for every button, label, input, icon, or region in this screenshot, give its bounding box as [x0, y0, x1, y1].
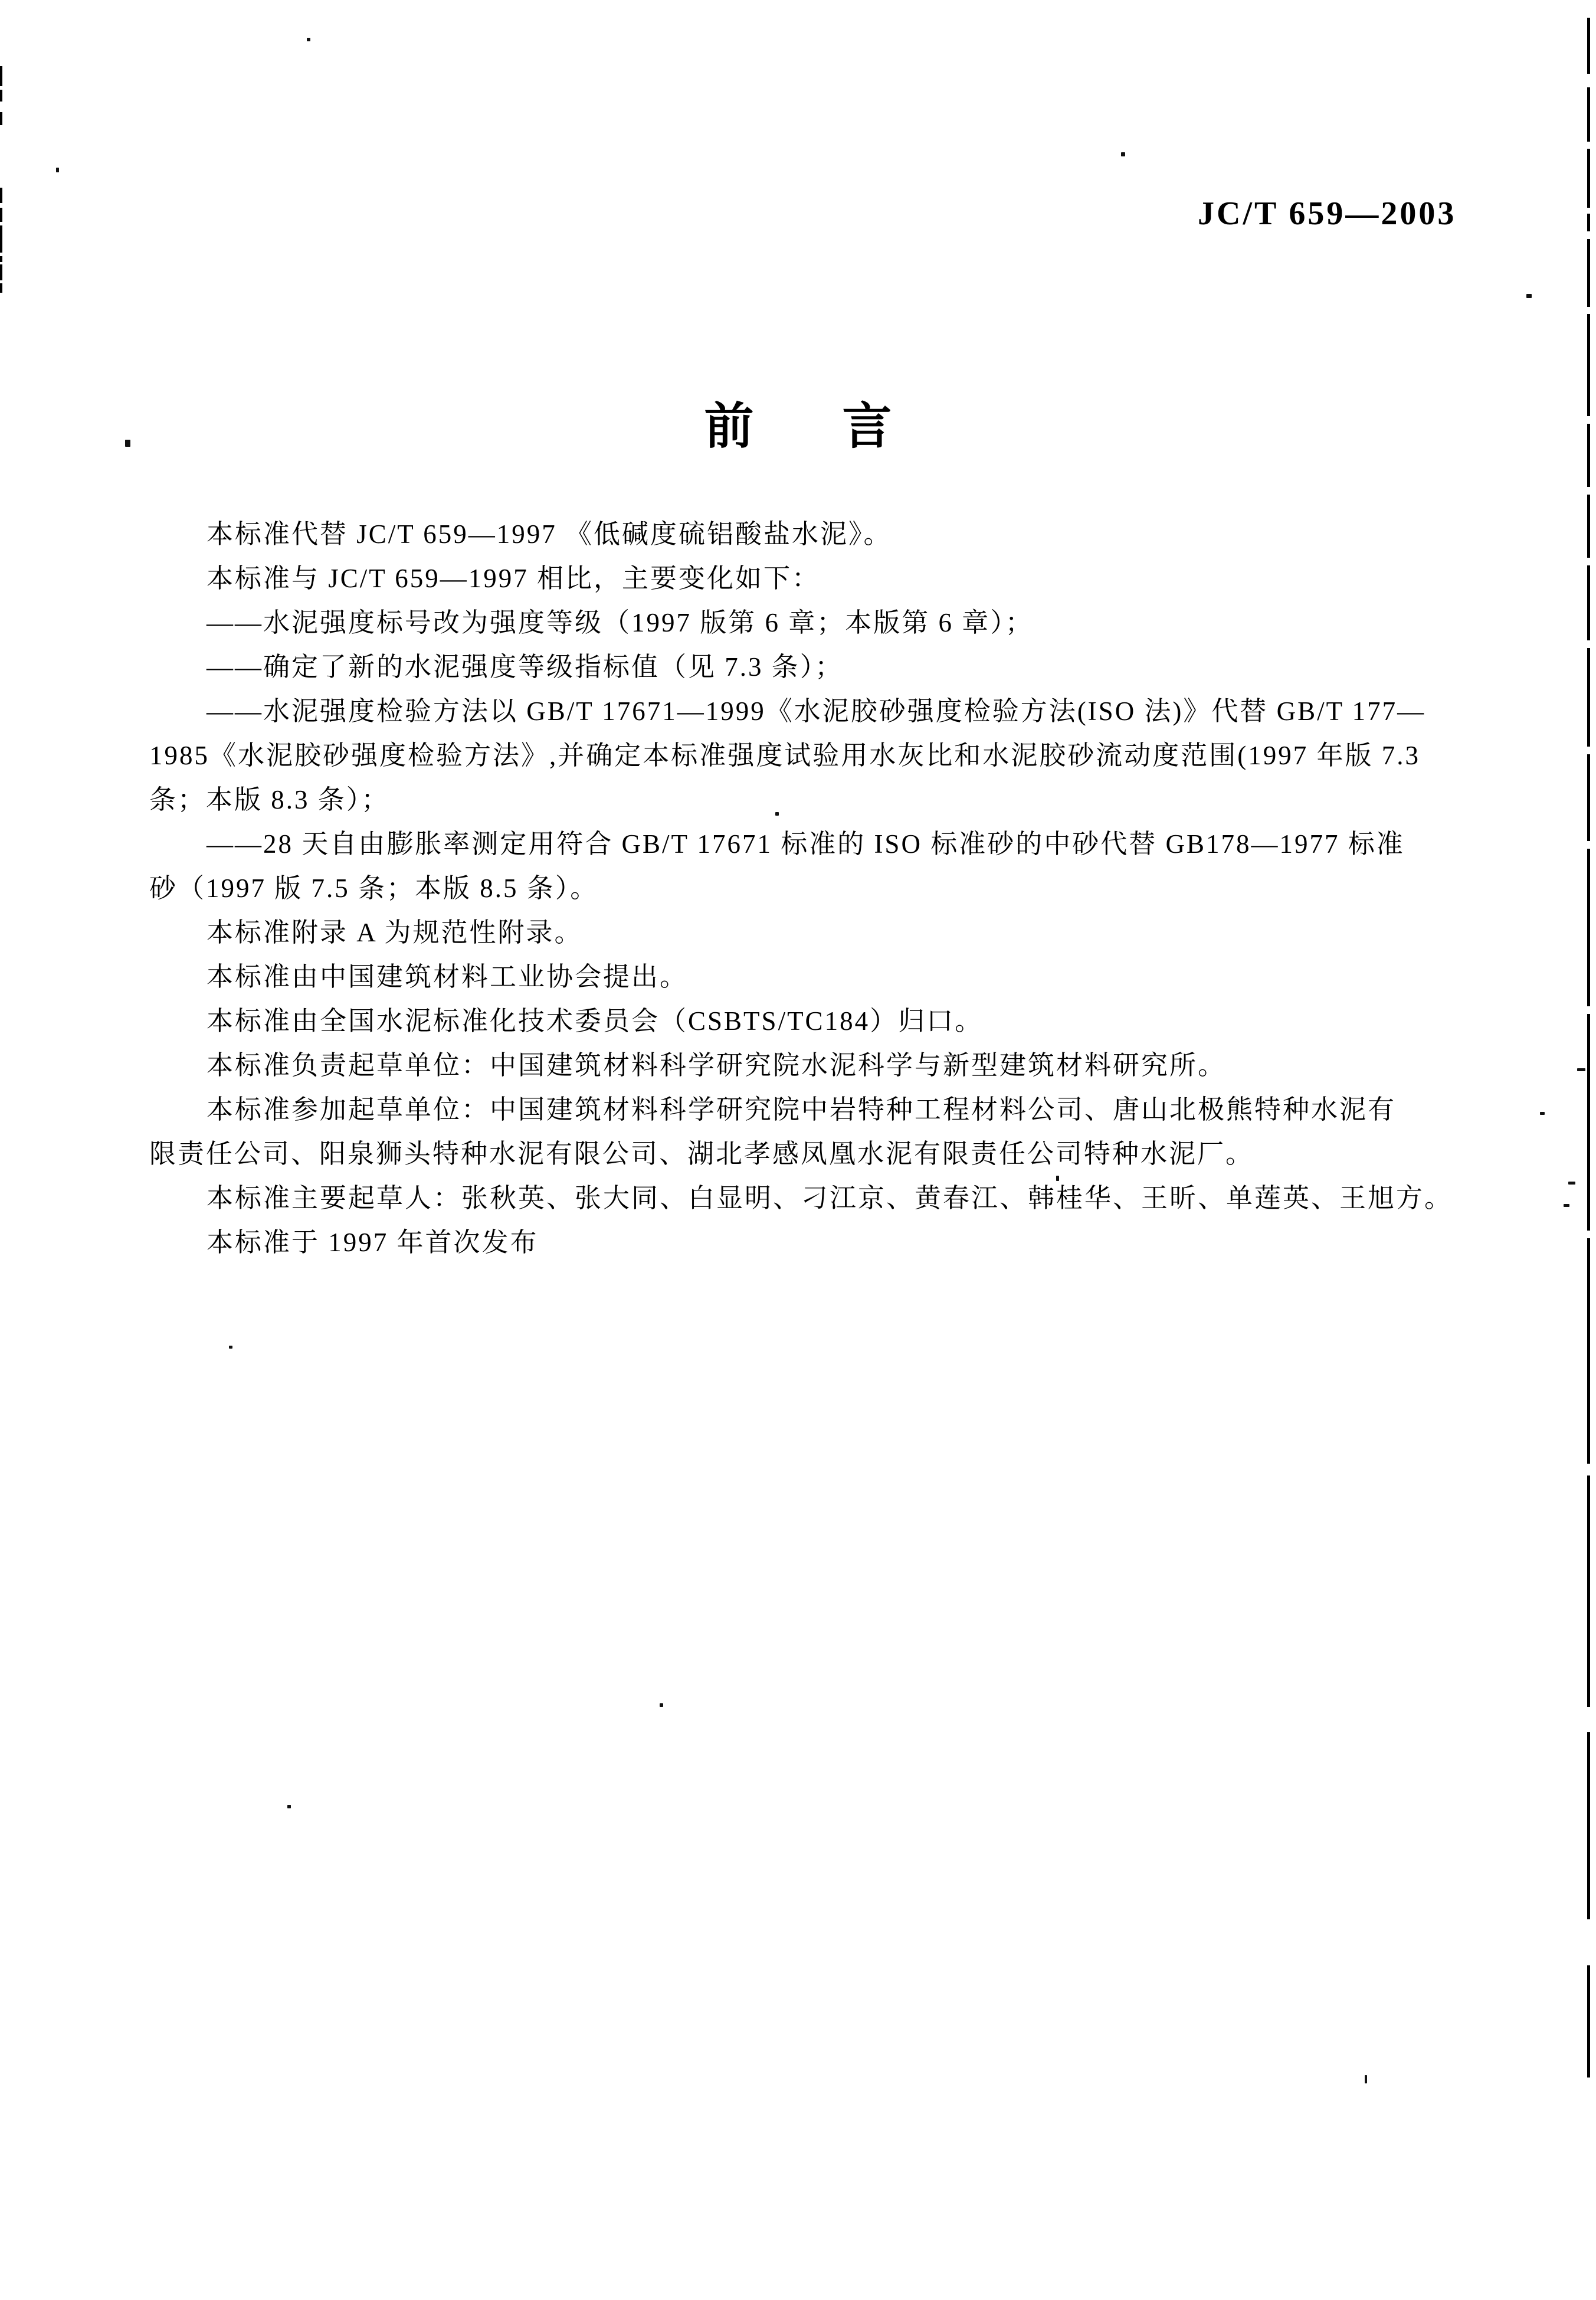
- scan-line-right-edge: [1587, 149, 1590, 208]
- foreword-line: ——28 天自由膨胀率测定用符合 GB/T 17671 标准的 ISO 标准砂的中砂代替 GB178—1977 标准: [207, 829, 1405, 859]
- scan-speck: [229, 1346, 232, 1349]
- scan-speck: [287, 1805, 291, 1808]
- scan-speck: [125, 440, 130, 447]
- foreword-line: 本标准负责起草单位：中国建筑材料科学研究院水泥科学与新型建筑材料研究所。: [207, 1051, 1227, 1080]
- scan-line-left-edge: [0, 90, 2, 102]
- scan-line-left-edge: [0, 264, 2, 280]
- scan-speck: [1577, 1068, 1585, 1071]
- scan-speck: [1365, 2075, 1367, 2083]
- scan-line-right-edge: [1587, 87, 1590, 142]
- foreword-line: 本标准附录 A 为规范性附录。: [207, 918, 583, 947]
- scan-speck: [56, 168, 59, 172]
- scan-line-left-edge: [0, 208, 2, 222]
- foreword-line: 本标准与 JC/T 659—1997 相比，主要变化如下：: [207, 564, 820, 593]
- page-title: [0, 387, 1596, 458]
- scan-line-right-edge: [1587, 239, 1590, 307]
- scan-speck: [1568, 1182, 1575, 1185]
- foreword-line: 本标准由全国水泥标准化技术委员会（CSBTS/TC184）归口。: [207, 1006, 984, 1036]
- scan-speck: [775, 812, 779, 816]
- scan-line-right-edge: [1587, 314, 1590, 416]
- scan-speck: [1540, 1112, 1545, 1115]
- scan-line-right-edge: [1587, 849, 1590, 1006]
- foreword-line: 本标准于 1997 年首次发布: [207, 1228, 539, 1257]
- scan-line-right-edge: [1587, 214, 1590, 231]
- scan-line-left-edge: [0, 112, 2, 125]
- foreword-line: 本标准参加起草单位：中国建筑材料科学研究院中岩特种工程材料公司、唐山北极熊特种水泥有: [207, 1095, 1397, 1124]
- scan-line-right-edge: [1587, 1965, 1590, 2077]
- foreword-line: 砂（1997 版 7.5 条；本版 8.5 条）。: [149, 873, 599, 903]
- scan-line-right-edge: [1587, 1238, 1590, 1464]
- scan-line-left-edge: [0, 256, 2, 262]
- scan-line-right-edge: [1587, 565, 1590, 640]
- scan-speck: [1526, 294, 1532, 298]
- scan-line-right-edge: [1587, 648, 1590, 747]
- standard-code: JC/T 659—2003: [1198, 195, 1457, 232]
- foreword-line: 本标准主要起草人：张秋英、张大同、白显明、刁江京、黄春江、韩桂华、王昕、单莲英、王旭方。: [207, 1183, 1453, 1213]
- scan-line-right-edge: [1587, 754, 1590, 841]
- scan-line-left-edge: [0, 283, 2, 293]
- scan-speck: [1564, 1204, 1569, 1207]
- scan-line-right-edge: [1587, 18, 1590, 74]
- scan-line-left-edge: [0, 66, 2, 86]
- foreword-line: 限责任公司、阳泉狮头特种水泥有限公司、湖北孝感凤凰水泥有限责任公司特种水泥厂。: [149, 1139, 1254, 1169]
- foreword-line: ——水泥强度标号改为强度等级（1997 版第 6 章；本版第 6 章）；: [207, 608, 1034, 637]
- scan-speck: [307, 38, 310, 41]
- foreword-line: ——确定了新的水泥强度等级指标值（见 7.3 条）；: [207, 652, 844, 682]
- foreword-line: 本标准代替 JC/T 659—1997 《低碱度硫铝酸盐水泥》。: [207, 519, 892, 549]
- page-title-char-1: 前: [704, 400, 754, 454]
- scan-speck: [1121, 152, 1125, 156]
- scan-line-right-edge: [1587, 1014, 1590, 1231]
- scan-speck: [660, 1703, 663, 1707]
- scan-line-right-edge: [1587, 1475, 1590, 1707]
- scan-line-right-edge: [1587, 1732, 1590, 1919]
- scan-line-right-edge: [1587, 495, 1590, 558]
- foreword-body: [149, 512, 1462, 1265]
- scan-line-left-edge: [0, 225, 2, 253]
- scan-line-right-edge: [1587, 424, 1590, 487]
- scan-line-left-edge: [0, 188, 2, 203]
- foreword-line: 条；本版 8.3 条）；: [149, 785, 390, 814]
- foreword-line: 1985《水泥胶砂强度检验方法》,并确定本标准强度试验用水灰比和水泥胶砂流动度范围(1997 年版 7.3: [149, 741, 1420, 770]
- scan-speck: [1056, 1176, 1059, 1181]
- page-title-char-2: 言: [842, 400, 892, 454]
- foreword-line: 本标准由中国建筑材料工业协会提出。: [207, 962, 689, 992]
- foreword-line: ——水泥强度检验方法以 GB/T 17671—1999《水泥胶砂强度检验方法(ISO 法)》代替 GB/T 177—: [207, 696, 1426, 726]
